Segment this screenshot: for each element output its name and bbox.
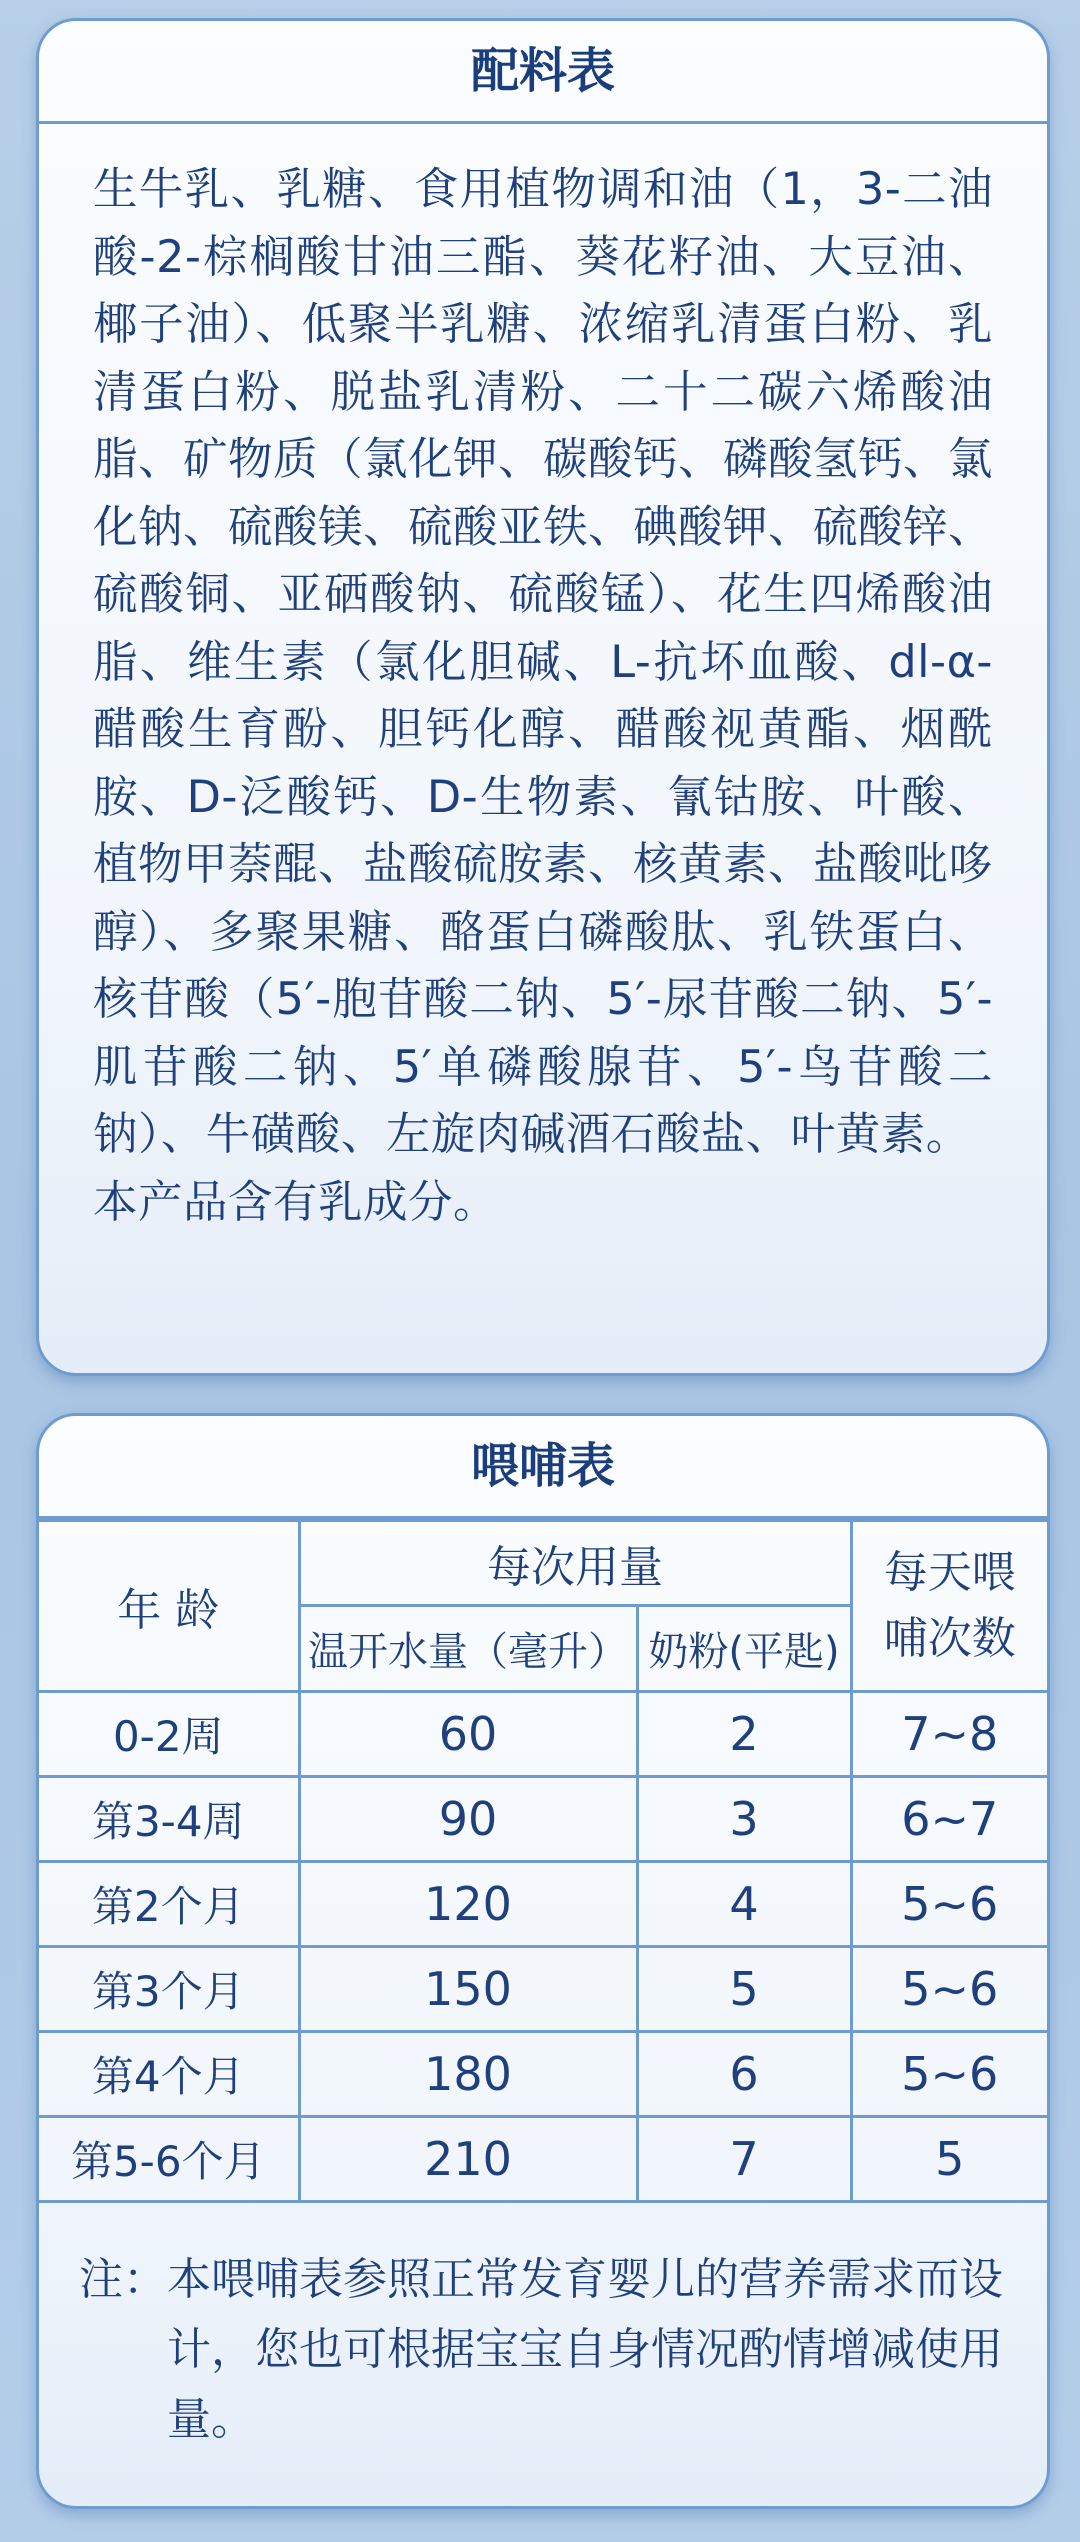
note-text: 本喂哺表参照正常发育婴儿的营养需求而设计，您也可根据宝宝自身情况酌情增减使用量。 (167, 2254, 1003, 2445)
cell-age: 0-2周 (39, 1692, 299, 1777)
ingredients-body (93, 156, 993, 1236)
feeding-note (79, 2245, 1007, 2455)
cell-age: 第4个月 (39, 2032, 299, 2117)
cell-times: 5~6 (851, 2032, 1047, 2117)
cell-age: 第2个月 (39, 1862, 299, 1947)
table-row (39, 1862, 1047, 1947)
cell-powder: 3 (637, 1777, 851, 1862)
feeding-card (36, 1413, 1050, 2509)
cell-water: 180 (299, 2032, 637, 2117)
ingredients-list: 生牛乳、乳糖、食用植物调和油（1，3-二油酸-2-棕榈酸甘油三酯、葵花籽油、大豆油、椰子油）、低聚半乳糖、浓缩乳清蛋白粉、乳清蛋白粉、脱盐乳清粉、二十二碳六烯酸油脂、矿物质（氯化钾、碳酸钙、磷酸氢钙、氯化钠、硫酸镁、硫酸亚铁、碘酸钾、硫酸锌、硫酸铜、亚硒酸钠、硫酸锰）、花生四烯酸油脂、维生素（氯化胆碱、L-抗坏血酸、dl-α-醋酸生育酚、胆钙化醇、醋酸视黄酯、烟酰胺、D-泛酸钙、D-生物素、氰钴胺、叶酸、植物甲萘醌、盐酸硫胺素、核黄素、盐酸吡哆醇）、多聚果糖、酪蛋白磷酸肽、乳铁蛋白、核苷酸（5′-胞苷酸二钠、5′-尿苷酸二钠、5′-肌苷酸二钠、5′单磷酸腺苷、5′-鸟苷酸二钠）、牛磺酸、左旋肉碱酒石酸盐、叶黄素。 (93, 164, 994, 1160)
header-water: 温开水量（毫升） (299, 1606, 637, 1692)
cell-times: 5~6 (851, 1947, 1047, 2032)
cell-powder: 7 (637, 2117, 851, 2202)
cell-age: 第3-4周 (39, 1777, 299, 1862)
note-label: 注： (79, 2254, 167, 2305)
cell-water: 210 (299, 2117, 637, 2202)
feeding-title: 喂哺表 (39, 1416, 1047, 1519)
cell-water: 120 (299, 1862, 637, 1947)
table-row (39, 2117, 1047, 2202)
cell-times: 7~8 (851, 1692, 1047, 1777)
cell-age: 第5-6个月 (39, 2117, 299, 2202)
cell-powder: 2 (637, 1692, 851, 1777)
cell-times: 6~7 (851, 1777, 1047, 1862)
header-per-serving: 每次用量 (299, 1521, 851, 1606)
ingredients-title: 配料表 (39, 21, 1047, 124)
table-row (39, 2032, 1047, 2117)
cell-age: 第3个月 (39, 1947, 299, 2032)
feeding-table (39, 1519, 1047, 2203)
cell-water: 150 (299, 1947, 637, 2032)
table-row (39, 1692, 1047, 1777)
cell-times: 5 (851, 2117, 1047, 2202)
cell-powder: 6 (637, 2032, 851, 2117)
header-powder: 奶粉(平匙) (637, 1606, 851, 1692)
cell-times: 5~6 (851, 1862, 1047, 1947)
cell-powder: 4 (637, 1862, 851, 1947)
table-row (39, 1947, 1047, 2032)
ingredients-card (36, 18, 1050, 1376)
cell-water: 90 (299, 1777, 637, 1862)
table-row (39, 1777, 1047, 1862)
cell-powder: 5 (637, 1947, 851, 2032)
allergen-statement: 本产品含有乳成分。 (93, 1176, 499, 1228)
header-age: 年 龄 (39, 1521, 299, 1692)
cell-water: 60 (299, 1692, 637, 1777)
header-times-per-day: 每天喂哺次数 (851, 1521, 1047, 1692)
